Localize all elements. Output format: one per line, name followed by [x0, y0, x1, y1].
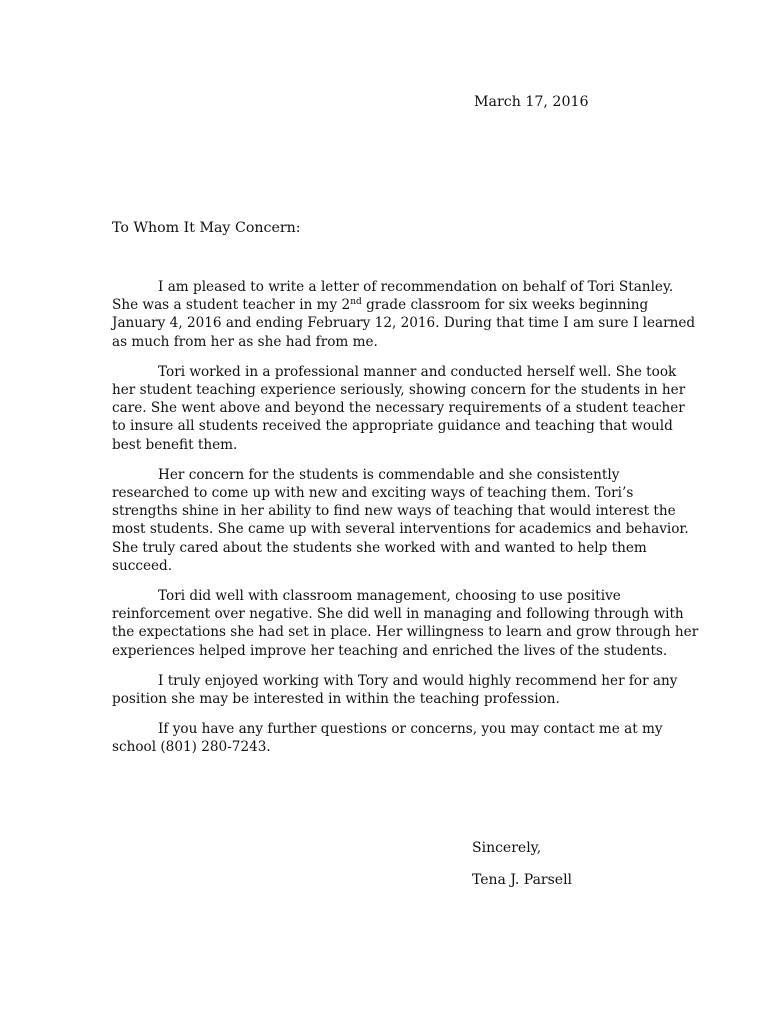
text-line: school (801) 280-7243.: [112, 739, 271, 756]
text-segment: grade classroom for six weeks beginning: [361, 297, 649, 314]
text-line: researched to come up with new and exciting ways of teaching them. Tori’s: [112, 485, 634, 502]
text-line: January 4, 2016 and ending February 12, 2016. During that time I am sure I learned: [112, 315, 696, 332]
closing: Sincerely,: [472, 840, 542, 856]
text-line: position she may be interested in within the teaching profession.: [112, 691, 560, 708]
letter-body: [112, 278, 699, 769]
text-line: Her concern for the students is commendable and she consistently: [158, 466, 620, 483]
text-line: strengths shine in her ability to find new ways of teaching that would interest the: [112, 503, 676, 520]
signer-name: Tena J. Parsell: [472, 872, 573, 888]
text-line: reinforcement over negative. She did well in managing and following through with: [112, 606, 684, 623]
text-line: her student teaching experience seriously, showing concern for the students in her: [112, 382, 686, 399]
text-line: the expectations she had set in place. Her willingness to learn and grow through her: [112, 624, 699, 641]
text-line: Tori did well with classroom management, choosing to use positive: [158, 588, 621, 605]
letter-date: March 17, 2016: [474, 94, 589, 110]
text-line: best benefit them.: [112, 436, 238, 453]
text-line: as much from her as she had from me.: [112, 333, 378, 350]
text-line: I am pleased to write a letter of recommendation on behalf of Tori Stanley.: [158, 279, 674, 295]
salutation: To Whom It May Concern:: [112, 220, 301, 236]
paragraph-contact: [112, 720, 663, 756]
paragraph-management: [112, 587, 699, 660]
ordinal-superscript: nd: [350, 297, 362, 308]
text-line: Tori worked in a professional manner and conducted herself well. She took: [158, 363, 677, 380]
text-line: I truly enjoyed working with Tory and would highly recommend her for any: [158, 672, 678, 689]
text-line: experiences helped improve her teaching and enriched the lives of the students.: [112, 642, 668, 659]
paragraph-intro: [112, 278, 696, 351]
text-line: She truly cared about the students she worked with and wanted to help them: [112, 539, 647, 556]
paragraph-recommendation: [112, 672, 678, 708]
text-line: If you have any further questions or concerns, you may contact me at my: [158, 721, 663, 738]
text-line: to insure all students received the appropriate guidance and teaching that would: [112, 418, 673, 435]
paragraph-professionalism: [112, 363, 686, 454]
text-line-with-superscript: [112, 296, 649, 314]
text-line: care. She went above and beyond the necessary requirements of a student teacher: [112, 400, 685, 417]
text-line: succeed.: [112, 557, 173, 574]
text-line: most students. She came up with several interventions for academics and behavior.: [112, 521, 689, 538]
paragraph-concern: [112, 466, 689, 575]
text-segment: She was a student teacher in my 2: [112, 297, 351, 314]
